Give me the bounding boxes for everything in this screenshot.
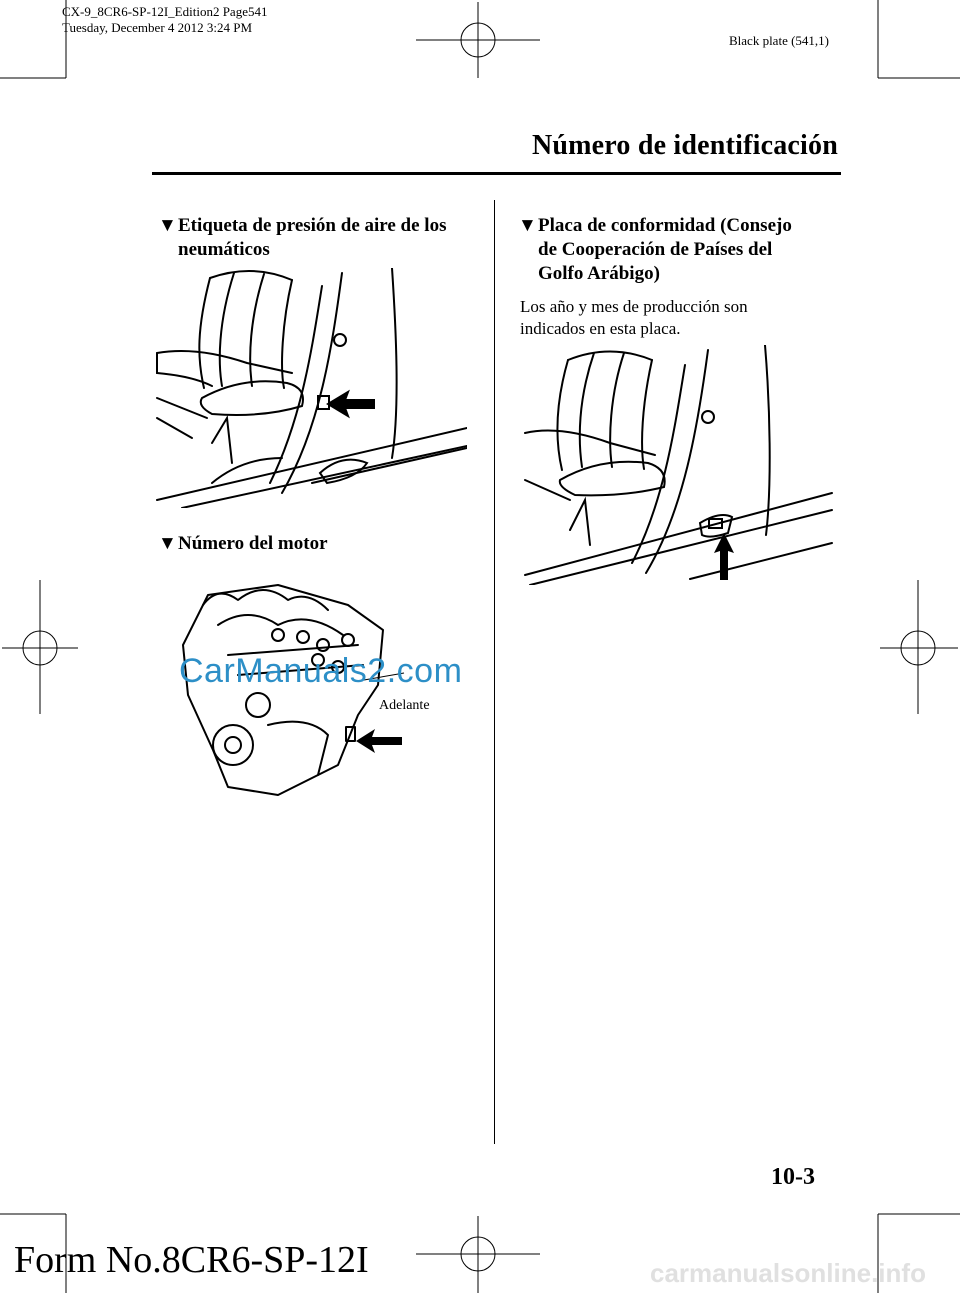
page-title: Número de identificación	[531, 130, 838, 161]
heading-line: neumáticos	[178, 239, 270, 260]
heading-line: Número del motor	[178, 533, 328, 554]
section-heading-engine-number	[158, 532, 328, 556]
heading-line: Placa de conformidad (Consejo	[538, 215, 792, 236]
print-header-line1: CX-9_8CR6-SP-12I_Edition2 Page541	[62, 4, 268, 19]
heading-line: de Cooperación de Países del	[538, 239, 773, 260]
triangle-down-icon: ▼	[158, 215, 177, 236]
footer-url: carmanualsonline.info	[650, 1258, 926, 1288]
plate-label: Black plate (541,1)	[729, 33, 829, 48]
body-line: Los año y mes de producción son	[520, 297, 748, 316]
heading-line: Etiqueta de presión de aire de los	[178, 215, 447, 236]
gcc-plate-seat-illustration	[520, 345, 840, 585]
tire-label-seat-illustration	[152, 268, 467, 508]
body-line: indicados en esta placa.	[520, 319, 681, 338]
triangle-down-icon: ▼	[158, 533, 177, 554]
form-number: Form No.8CR6-SP-12I	[14, 1239, 369, 1281]
triangle-down-icon: ▼	[518, 215, 537, 236]
watermark: CarManuals2.com	[179, 652, 463, 690]
gcc-plate-description	[520, 296, 748, 340]
column-divider	[494, 200, 495, 1144]
print-header-line2: Tuesday, December 4 2012 3:24 PM	[62, 20, 253, 35]
heading-line: Golfo Arábigo)	[538, 263, 660, 284]
page-number: 10-3	[771, 1164, 815, 1190]
engine-front-caption: Adelante	[379, 698, 430, 713]
title-rule	[152, 172, 841, 175]
section-heading-gcc-plate	[518, 214, 848, 286]
print-header	[62, 4, 267, 36]
section-heading-tire-pressure	[158, 214, 478, 262]
